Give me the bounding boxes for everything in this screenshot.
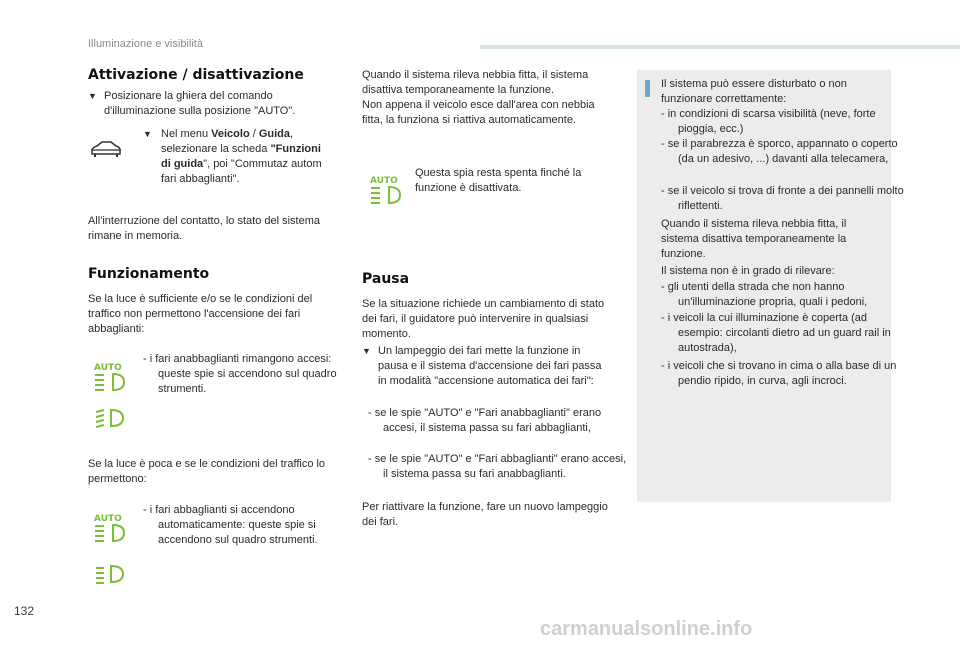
info-list-item-2: - se il parabrezza è sporco, appannato o coperto (da un adesivo, ...) davanti alla telecamera, <box>661 138 898 165</box>
arrow-bullet-icon: ▼ <box>362 346 371 356</box>
section-header: Illuminazione e visibilità <box>88 38 203 50</box>
auto-highbeam-icon <box>93 513 129 543</box>
ring-text: Posizionare la ghiera del comando d'illuminazione sulla posizione "AUTO". <box>104 90 296 117</box>
paragraph-menu <box>143 127 329 187</box>
info-list-item-4: - gli utenti della strada che non hanno un'illuminazione propria, quali i pedoni, <box>661 281 868 308</box>
menu-text-post: ", poi "Commutaz autom fari abbaglianti". <box>161 158 322 185</box>
menu-sep: / <box>249 128 259 140</box>
highbeam-icon <box>95 564 125 584</box>
menu-tab: "Funzioni di guida <box>161 143 321 170</box>
info-list-item-3: - se il veicolo si trova di fronte a dei pannelli molto riflettenti. <box>661 185 904 212</box>
title-pause: Pausa <box>362 271 410 287</box>
lowbeam-icon <box>95 408 125 428</box>
info-icon <box>645 80 650 97</box>
paragraph-memory: All'interruzione del contatto, lo stato del sistema rimane in memoria. <box>88 215 320 242</box>
info-paragraph-2: Quando il sistema rileva nebbia fitta, il sistema disattiva temporaneamente la funzione. <box>661 218 847 260</box>
menu-drive: Guida <box>258 128 291 140</box>
paragraph-indicator-off: Questa spia resta spenta finché la funzione è disattivata. <box>415 167 582 194</box>
icon-auto-label: AUTO <box>94 363 122 373</box>
icon-auto-label-3: AUTO <box>370 176 398 186</box>
car-icon <box>88 140 124 160</box>
paragraph-light-low: Se la luce è poca e se le condizioni del traffico lo permettono: <box>88 458 326 485</box>
header-bar <box>480 45 960 49</box>
paragraph-reactivate: Per riattivare la funzione, fare un nuovo lampeggio dei fari. <box>362 501 608 528</box>
info-paragraph-3: Il sistema non è in grado di rilevare: <box>661 265 835 277</box>
list-item-flash-2: - se le spie "AUTO" e "Fari abbaglianti" erano accesi, il sistema passa su fari anabbaglianti. <box>368 453 627 480</box>
auto-off-icon <box>369 175 405 205</box>
info-list-item-6: - i veicoli che si trovano in cima o alla base di un pendio ripido, in curva, agli incroci. <box>661 360 897 387</box>
title-activation: Attivazione / disattivazione <box>88 67 304 83</box>
icon-auto-label-2: AUTO <box>94 514 122 524</box>
arrow-bullet-icon: ▼ <box>88 91 97 101</box>
arrow-bullet-icon: ▼ <box>143 129 152 139</box>
watermark: carmanualsonline.info <box>540 618 753 640</box>
paragraph-lowbeam: - i fari anabbaglianti rimangono accesi: queste spie si accendono sul quadro strumenti. <box>143 353 337 395</box>
info-list-item-5: - i veicoli la cui illuminazione è coperta (ad esempio: circolanti dietro ad un guard rail in autostrada), <box>661 312 891 354</box>
title-operation: Funzionamento <box>88 266 210 282</box>
info-paragraph-1: Il sistema può essere disturbato o non funzionare correttamente: <box>661 78 847 105</box>
paragraph-flash <box>362 344 612 389</box>
menu-vehicle: Veicolo <box>211 128 250 140</box>
paragraph-fog-1: Quando il sistema rileva nebbia fitta, il sistema disattiva temporaneamente la funzione. <box>362 69 589 96</box>
info-list-item-1: - in condizioni di scarsa visibilità (neve, forte pioggia, ecc.) <box>661 108 876 135</box>
menu-text-mid: , selezionare la scheda <box>161 128 294 155</box>
auto-lowbeam-icon <box>93 362 129 392</box>
paragraph-light-sufficient: Se la luce è sufficiente e/o se le condizioni del traffico non permettono l'accensione dei fari abbaglianti: <box>88 293 313 335</box>
menu-text-pre: Nel menu <box>161 128 212 140</box>
paragraph-fog-2: Non appena il veicolo esce dall'area con nebbia fitta, la funziona si riattiva automaticamente. <box>362 99 595 126</box>
page-number: 132 <box>14 604 35 618</box>
paragraph-pause: Se la situazione richiede un cambiamento di stato dei fari, il guidatore può intervenire in qualsiasi momento. <box>362 298 605 340</box>
flash-text: Un lampeggio dei fari mette la funzione in pausa e il sistema d'accensione dei fari passa in modalità "accensione automatica dei fari": <box>378 345 602 387</box>
paragraph-highbeam: - i fari abbaglianti si accendono automaticamente: queste spie si accendono sul quadro strumenti. <box>143 504 318 546</box>
paragraph-ring <box>88 89 333 119</box>
list-item-flash-1: - se le spie "AUTO" e "Fari anabbaglianti" erano accesi, il sistema passa su fari abbaglianti, <box>368 407 602 434</box>
